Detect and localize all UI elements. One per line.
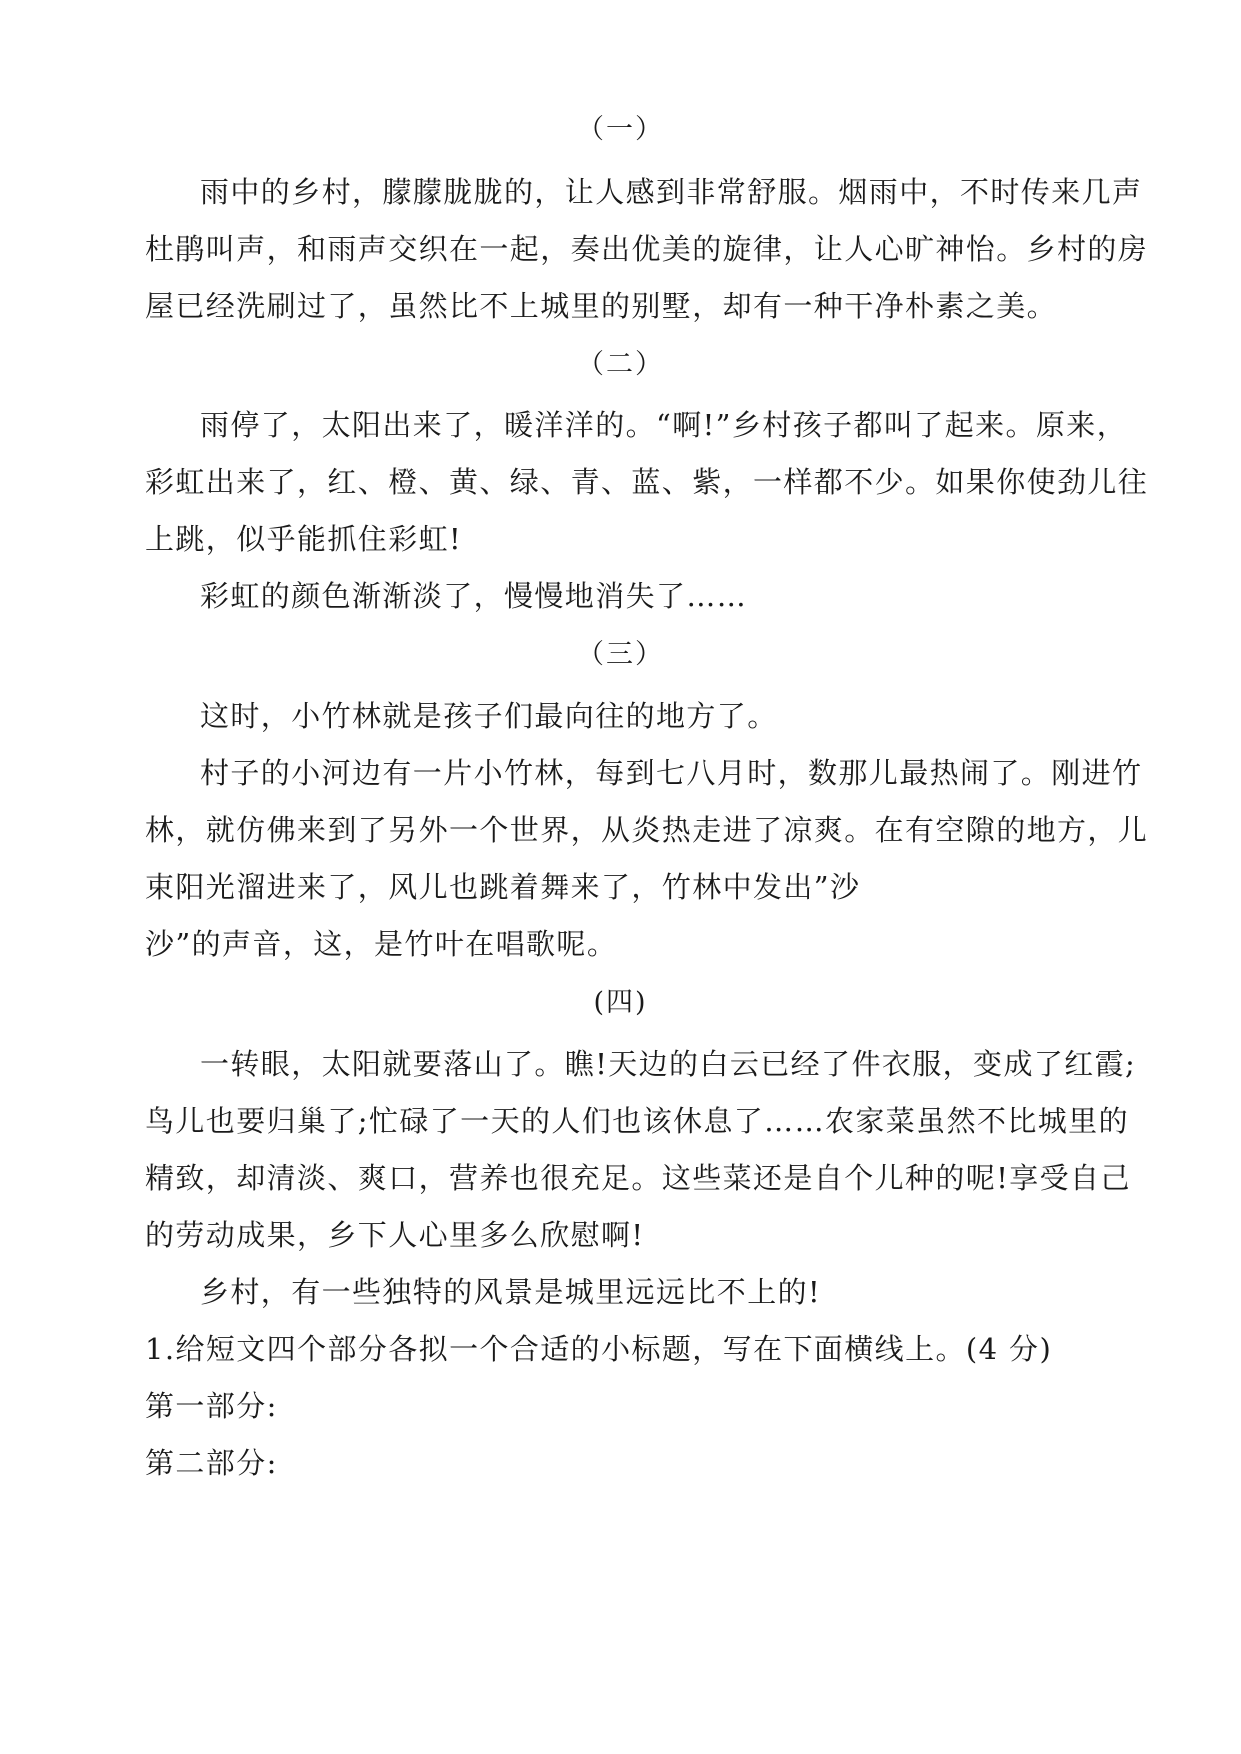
paragraph-line: 上跳，似乎能抓住彩虹! [145, 522, 463, 556]
paragraph-line: 束阳光溜进来了，风儿也跳着舞来了，竹林中发出”沙 [145, 870, 861, 904]
paragraph-line: 彩虹出来了，红、橙、黄、绿、青、蓝、紫，一样都不少。如果你使劲儿往 [145, 465, 1149, 499]
paragraph-line: 的劳动成果，乡下人心里多么欣慰啊! [145, 1218, 645, 1252]
paragraph-line: 村子的小河边有一片小竹林，每到七八月时，数那儿最热闹了。刚进竹 [200, 756, 1143, 790]
paragraph-line: 这时，小竹林就是孩子们最向往的地方了。 [200, 699, 778, 733]
section-heading-2: （二） [577, 349, 664, 380]
paragraph-line: 鸟儿也要归巢了;忙碌了一天的人们也该休息了……农家菜虽然不比城里的 [145, 1104, 1129, 1138]
section-heading-1: （一） [577, 114, 664, 145]
answer-label-part2: 第二部分: [145, 1446, 278, 1480]
paragraph-line: 林，就仿佛来到了另外一个世界，从炎热走进了凉爽。在有空隙的地方，儿 [145, 813, 1149, 847]
section-heading-3: （三） [577, 639, 664, 670]
paragraph-line: 一转眼，太阳就要落山了。瞧!天边的白云已经了件衣服，变成了红霞; [200, 1047, 1137, 1081]
paragraph-line: 彩虹的颜色渐渐淡了，慢慢地消失了…… [200, 579, 748, 613]
paragraph-line: 精致，却清淡、爽口，营养也很充足。这些菜还是自个儿种的呢!享受自己 [145, 1161, 1131, 1195]
paragraph-line: 雨中的乡村，朦朦胧胧的，让人感到非常舒服。烟雨中，不时传来几声 [200, 175, 1143, 209]
answer-label-part1: 第一部分: [145, 1389, 278, 1423]
paragraph-line: 杜鹃叫声，和雨声交织在一起，奏出优美的旋律，让人心旷神怡。乡村的房 [145, 232, 1149, 266]
section-heading-4: (四) [593, 987, 648, 1018]
paragraph-line: 沙”的声音，这，是竹叶在唱歌呢。 [145, 927, 618, 961]
paragraph-line: 雨停了，太阳出来了，暖洋洋的。“啊!”乡村孩子都叫了起来。原来， [200, 408, 1128, 442]
paragraph-line: 乡村，有一些独特的风景是城里远远比不上的! [200, 1275, 822, 1309]
paragraph-line: 屋已经洗刷过了，虽然比不上城里的别墅，却有一种干净朴素之美。 [145, 289, 1058, 323]
question-prompt: 1.给短文四个部分各拟一个合适的小标题，写在下面横线上。(4 分) [145, 1332, 1053, 1366]
